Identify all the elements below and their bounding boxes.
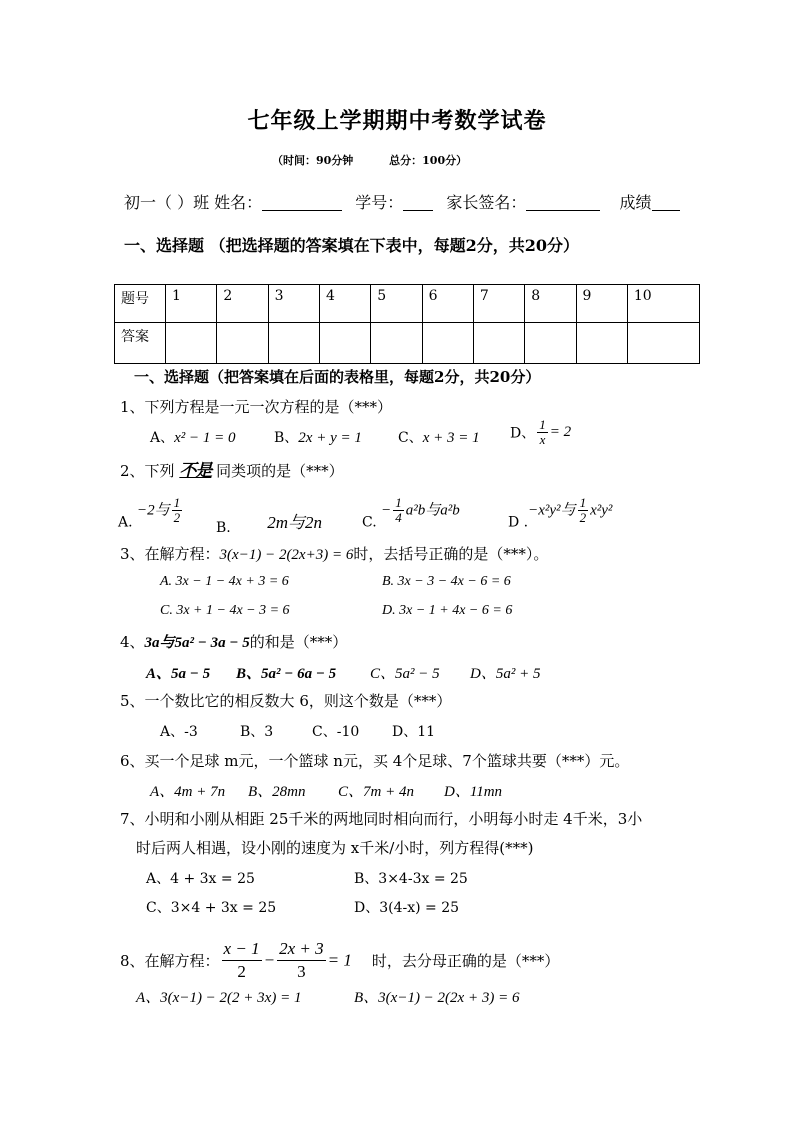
question-1-option-d: D、 $\frac{1}{x}$ = 2	[510, 417, 572, 447]
table-cell: 5	[371, 285, 422, 323]
table-row	[115, 285, 700, 323]
question-6-option-c: C、7m + 4n	[338, 784, 414, 800]
question-8-option-a: A、3(x−1) − 2(2 + 3x) = 1	[136, 990, 302, 1006]
student-info-line	[124, 190, 680, 213]
exam-subtitle	[272, 152, 499, 168]
question-7-option-c: C、3×4 + 3x = 25	[146, 900, 277, 916]
question-8-stem: 8、在解方程： $\frac{x - 1}{2}$ − $\frac{2x + 3}{3}$ = 1 时，去分母正确的是（***）	[120, 939, 560, 981]
question-3-option-b: B. 3x − 3 − 4x − 6 = 6	[382, 574, 511, 589]
table-cell: 1	[166, 285, 217, 323]
question-3-stem: 3、在解方程：3(x−1) − 2(2x+3) = 6时，去括号正确的是（***）。	[120, 545, 549, 563]
table-cell: 3	[268, 285, 319, 323]
exam-time: （时间：90分钟	[272, 154, 354, 167]
question-3-option-d: D. 3x − 1 + 4x − 6 = 6	[382, 603, 513, 618]
section1-header: 一、选择题 （把选择题的答案填在下表中，每题2分，共20分）	[124, 236, 579, 255]
table-cell: 答案	[115, 323, 166, 364]
page-title: 七年级上学期期中考数学试卷	[247, 108, 547, 134]
parent-sign-label: 家长签名：	[446, 193, 527, 212]
question-1-option-b: B、2x + y = 1	[274, 430, 362, 446]
question-4-stem: 4、3a与5a² − 3a − 5的和是（***）	[120, 633, 348, 651]
class-name-label: 初一（ ）班 姓名：	[124, 193, 263, 212]
question-6-option-b: B、28mn	[248, 784, 306, 800]
answer-cell[interactable]	[268, 323, 319, 364]
table-cell: 8	[525, 285, 576, 323]
question-1-option-a: A、x² − 1 = 0	[150, 430, 236, 446]
question-6-option-d: D、11mn	[444, 784, 503, 800]
question-1-stem: 1、下列方程是一元一次方程的是（***）	[120, 398, 393, 416]
question-5-option-a: A、-3	[160, 724, 198, 740]
answer-cell[interactable]	[371, 323, 422, 364]
answer-cell[interactable]	[525, 323, 576, 364]
question-5-option-d: D、11	[392, 724, 436, 740]
exam-total: 总分：100分）	[389, 154, 468, 167]
question-6-stem: 6、买一个足球 m元，一个篮球 n元，买 4个足球、7个篮球共要（***）元。	[120, 752, 630, 770]
question-4-option-a: A、5a − 5	[146, 666, 211, 682]
question-5-stem: 5、一个数比它的相反数大 6，则这个数是（***）	[120, 692, 452, 710]
score-blank[interactable]	[652, 194, 680, 211]
table-row	[115, 323, 700, 364]
table-cell: 9	[576, 285, 627, 323]
question-7-stem-line2: 时后两人相遇，设小刚的速度为 x千米/小时，列方程得(***)	[136, 839, 534, 857]
answer-cell[interactable]	[217, 323, 268, 364]
table-cell: 6	[422, 285, 473, 323]
handwritten-not: 不是	[179, 461, 212, 481]
question-7-option-a: A、4 + 3x = 25	[146, 871, 255, 887]
question-1-option-c: C、x + 3 = 1	[398, 430, 480, 446]
question-5-option-c: C、-10	[312, 724, 360, 740]
answer-cell[interactable]	[627, 323, 699, 364]
question-5-option-b: B、3	[240, 724, 274, 740]
table-cell: 4	[319, 285, 370, 323]
question-2-option-a: A. −2与 $\frac{1}{2}$	[118, 495, 181, 531]
table-cell: 7	[473, 285, 524, 323]
id-blank[interactable]	[403, 194, 433, 211]
answer-cell[interactable]	[576, 323, 627, 364]
parent-sign-blank[interactable]	[526, 194, 600, 211]
question-7-stem-line1: 7、小明和小刚从相距 25千米的两地同时相向而行，小明每小时走 4千米，3小	[120, 810, 643, 828]
answer-cell[interactable]	[473, 323, 524, 364]
question-2-option-c: C. − $\frac{1}{4}$ a²b与a²b	[362, 495, 460, 531]
question-2-option-d: D .−x²y²与 $\frac{1}{2}$ x²y²	[508, 495, 613, 531]
section1-header-repeat: 一、选择题（把答案填在后面的表格里，每题2分，共20分）	[134, 368, 541, 386]
question-3-option-c: C. 3x + 1 − 4x − 3 = 6	[160, 603, 290, 618]
table-cell: 2	[217, 285, 268, 323]
answer-cell[interactable]	[166, 323, 217, 364]
question-4-option-b: B、5a² − 6a − 5	[236, 666, 337, 682]
question-7-option-d: D、3(4-x) = 25	[354, 900, 460, 916]
answer-cell[interactable]	[319, 323, 370, 364]
question-2-option-b: B. 2m与2n	[216, 513, 322, 536]
question-4-option-c: C、5a² − 5	[370, 666, 440, 682]
score-label: 成绩	[619, 193, 652, 212]
question-6-option-a: A、4m + 7n	[150, 784, 226, 800]
answer-cell[interactable]	[422, 323, 473, 364]
question-3-option-a: A. 3x − 1 − 4x + 3 = 6	[160, 574, 289, 589]
question-7-option-b: B、3×4-3x = 25	[354, 871, 468, 887]
student-id-label: 学号：	[355, 193, 404, 212]
question-8-option-b: B、3(x−1) − 2(2x + 3) = 6	[354, 990, 520, 1006]
name-blank[interactable]	[262, 194, 342, 211]
table-cell: 题号	[115, 285, 166, 323]
table-cell: 10	[627, 285, 699, 323]
question-4-option-d: D、5a² + 5	[470, 666, 541, 682]
question-2-stem: 2、下列 不是 同类项的是（***）	[120, 461, 344, 481]
answer-table	[114, 284, 700, 364]
